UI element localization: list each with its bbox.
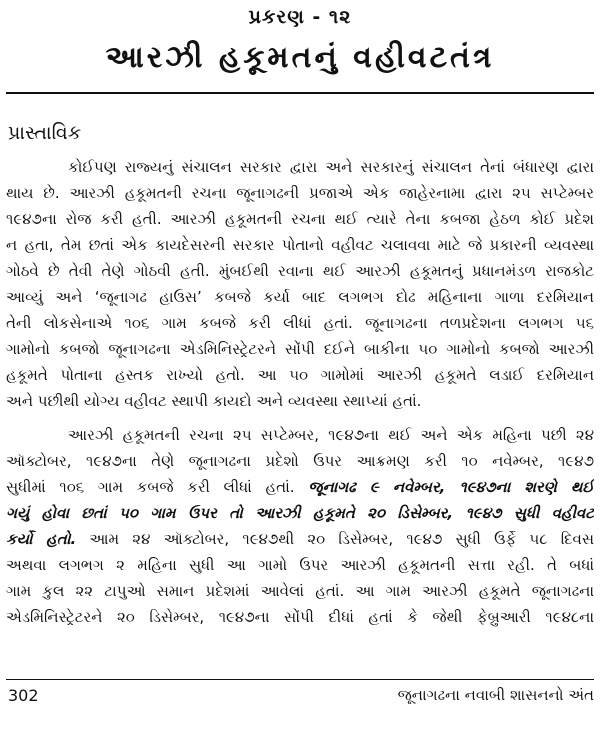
paragraph-line	[6, 528, 594, 550]
emphasized-text: કર્યો હતો.	[6, 530, 77, 548]
paragraph-line: ગામ કુલ ૨૨ ટાપુઓ સમાન પ્રદેશમાં આવેલાં હતાં. આ ગામ આરઝી હકૂમતે જૂનાગઢના	[6, 582, 594, 600]
page-number: 302	[8, 686, 39, 705]
chapter-label: પ્રકરણ - ૧૨	[248, 6, 352, 28]
paragraph-line: એડમિનિસ્ટ્રેટરને ૨૦ ડિસેમ્બર, ૧૯૪૭ના સોંપી દીધાં હતાં કે જેથી ફેબ્રુઆરી ૧૯૪૮ના	[6, 608, 594, 626]
paragraph-line: ગામોનો કબજો જૂનાગઢના એડમિનિસ્ટ્રેટરને સોંપી દઈને બાકીના ૫૦ ગામોનો કબજો આરઝી	[6, 340, 594, 358]
section-heading: પ્રાસ્તાવિક	[8, 122, 82, 144]
paragraph-line: ગોઠવે છે તેવી તેણે ગોઠવી હતી. મુંબઈથી રવાના થઈ આરઝી હકૂમતનું પ્રધાનમંડળ રાજકોટ	[6, 262, 594, 280]
emphasized-line: ગયું હોવા છતાં ૫૦ ગામ ઉપર તો આરઝી હકૂમતે ૨૦ ડિસેમ્બર, ૧૯૪૭ સુધી વહીવટ	[6, 504, 594, 522]
paragraph-line: આવ્યું અને ‘જૂનાગઢ હાઉસ’ કબજે કર્યા બાદ લગભગ દોઢ મહિનાના ગાળા દરમિયાન	[6, 288, 594, 306]
chapter-title: આરઝી હકૂમતનું વહીવટતંત્ર	[105, 40, 495, 75]
paragraph-line: ઑક્ટોબર, ૧૯૪૭ના તેણે જૂનાગઢના પ્રદેશો ઉપર આક્રમણ કરી ૧૦ નવેમ્બર, ૧૯૪૭	[6, 452, 594, 470]
paragraph-line	[6, 476, 594, 498]
paragraph-line: તેની લોકસેનાએ ૧૦૬ ગામ કબજે કરી લીધાં હતાં. જૂનાગઢના તળપ્રદેશના લગભગ ૫૬	[6, 314, 594, 332]
emphasized-text: જૂનાગઢ ૯ નવેમ્બર, ૧૯૪૭ના શરણે થઈ	[308, 478, 594, 496]
paragraph-line: અથવા લગભગ ૨ મહિના સુધી આ ગામો ઉપર આરઝી હકૂમતની સત્તા રહી. તે બધાં	[6, 556, 594, 574]
paragraph-line: આરઝી હકૂમતની રચના ૨૫ સપ્ટેમ્બર, ૧૯૪૭ના થઈ અને એક મહિના પછી ૨૪	[68, 426, 594, 444]
paragraph-line: ૧૯૪૭ના રોજ કરી હતી. આરઝી હકૂમતની રચના થઈ ત્યારે તેના કબજા હેઠળ કોઈ પ્રદેશ	[6, 210, 594, 228]
paragraph-line: અને પછીથી યોગ્ય વહીવટ સ્થાપી કાયદો અને વ્યવસ્થા સ્થાપ્યાં હતાં.	[6, 392, 422, 410]
plain-text: સુધીમાં ૧૦૬ ગામ કબજે કરી લીધાં હતાં.	[6, 478, 309, 496]
paragraph-line: ન હતા, તેમ છતાં એક કાયદેસરની સરકાર પોતાનો વહીવટ ચલાવવા માટે જે પ્રકારની વ્યવસ્થા	[6, 236, 594, 254]
footer-divider	[6, 679, 594, 680]
paragraph-line: હકૂમતે પોતાના હસ્તક રાખ્યો હતો. આ ૫૦ ગામોમાં આરઝી હકૂમતે લડાઈ દરમિયાન	[6, 366, 594, 384]
paragraph-line: કોઈપણ રાજ્યનું સંચાલન સરકાર દ્વારા અને સરકારનું સંચાલન તેનાં બંધારણ દ્વારા	[68, 158, 594, 176]
plain-text: આમ ૨૪ ઑક્ટોબર, ૧૯૪૭થી ૨૦ ડિસેમ્બર, ૧૯૪૭ સુધી ઉર્ફે ૫૮ દિવસ	[76, 530, 594, 548]
running-title: જૂનાગઢના નવાબી શાસનનો અંત	[397, 686, 594, 704]
paragraph-line: થાય છે. આરઝી હકૂમતની રચના જૂનાગઢની પ્રજાએ એક જાહેરનામા દ્વારા ૨૫ સપ્ટેમ્બર	[6, 184, 594, 202]
header-divider	[6, 92, 594, 94]
